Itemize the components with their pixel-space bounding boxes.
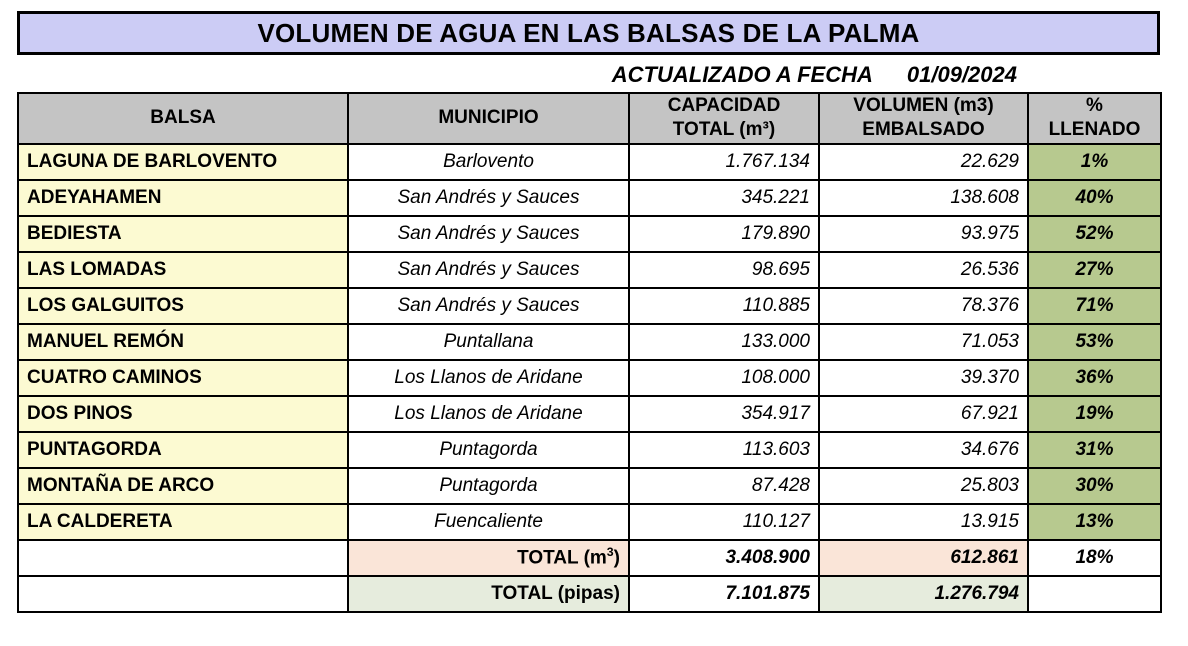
table-row xyxy=(18,396,1161,432)
total-porcentaje: 18% xyxy=(1028,540,1161,576)
cell-volumen-embalsado: 138.608 xyxy=(819,180,1028,216)
total-row-pipas xyxy=(18,576,1161,612)
cell-volumen-embalsado: 93.975 xyxy=(819,216,1028,252)
cell-volumen-embalsado: 13.915 xyxy=(819,504,1028,540)
cell-municipio: San Andrés y Sauces xyxy=(348,216,629,252)
table-row xyxy=(18,468,1161,504)
cell-volumen-embalsado: 39.370 xyxy=(819,360,1028,396)
table-row xyxy=(18,324,1161,360)
cell-municipio: Puntagorda xyxy=(348,468,629,504)
cell-municipio: San Andrés y Sauces xyxy=(348,252,629,288)
column-header-balsa: BALSA xyxy=(18,93,348,144)
total-label-pipas: TOTAL (pipas) xyxy=(348,576,629,612)
table-body xyxy=(18,144,1161,612)
cell-porcentaje-llenado: 13% xyxy=(1028,504,1161,540)
page-title: VOLUMEN DE AGUA EN LAS BALSAS DE LA PALMA xyxy=(257,17,920,48)
cell-municipio: San Andrés y Sauces xyxy=(348,180,629,216)
total-volumen-pipas: 1.276.794 xyxy=(819,576,1028,612)
cell-porcentaje-llenado: 40% xyxy=(1028,180,1161,216)
cell-balsa: PUNTAGORDA xyxy=(18,432,348,468)
cell-municipio: Puntagorda xyxy=(348,432,629,468)
cell-porcentaje-llenado: 52% xyxy=(1028,216,1161,252)
cell-municipio: Los Llanos de Aridane xyxy=(348,360,629,396)
subtitle-row xyxy=(17,59,1160,91)
cell-capacidad-total: 345.221 xyxy=(629,180,819,216)
total-capacidad-m3: 3.408.900 xyxy=(629,540,819,576)
cell-volumen-embalsado: 78.376 xyxy=(819,288,1028,324)
cell-capacidad-total: 98.695 xyxy=(629,252,819,288)
cell-balsa: MANUEL REMÓN xyxy=(18,324,348,360)
cell-volumen-embalsado: 26.536 xyxy=(819,252,1028,288)
table-row xyxy=(18,252,1161,288)
table-row xyxy=(18,432,1161,468)
cell-balsa: ADEYAHAMEN xyxy=(18,180,348,216)
reservoir-volume-table xyxy=(17,92,1162,613)
total-volumen-m3: 612.861 xyxy=(819,540,1028,576)
table-row xyxy=(18,360,1161,396)
cell-capacidad-total: 179.890 xyxy=(629,216,819,252)
cell-balsa: LOS GALGUITOS xyxy=(18,288,348,324)
cell-porcentaje-llenado: 71% xyxy=(1028,288,1161,324)
total-capacidad-pipas: 7.101.875 xyxy=(629,576,819,612)
cell-volumen-embalsado: 71.053 xyxy=(819,324,1028,360)
cell-porcentaje-llenado: 36% xyxy=(1028,360,1161,396)
table-row xyxy=(18,504,1161,540)
cell-porcentaje-llenado: 53% xyxy=(1028,324,1161,360)
cell-porcentaje-llenado: 27% xyxy=(1028,252,1161,288)
cell-capacidad-total: 1.767.134 xyxy=(629,144,819,180)
table-row xyxy=(18,144,1161,180)
cell-capacidad-total: 87.428 xyxy=(629,468,819,504)
cell-capacidad-total: 110.127 xyxy=(629,504,819,540)
total-label-m3: TOTAL $(m^3)$ xyxy=(348,540,629,576)
column-header-capacidad: CAPACIDAD TOTAL (m³) xyxy=(629,93,819,144)
table-row xyxy=(18,180,1161,216)
cell-volumen-embalsado: 22.629 xyxy=(819,144,1028,180)
spacer-cell xyxy=(18,576,348,612)
cell-volumen-embalsado: 34.676 xyxy=(819,432,1028,468)
table-header-row xyxy=(18,93,1161,144)
report-title-banner xyxy=(17,11,1160,55)
cell-porcentaje-llenado: 19% xyxy=(1028,396,1161,432)
cell-capacidad-total: 110.885 xyxy=(629,288,819,324)
cell-capacidad-total: 108.000 xyxy=(629,360,819,396)
cell-municipio: San Andrés y Sauces xyxy=(348,288,629,324)
spacer-cell xyxy=(1028,576,1161,612)
cell-capacidad-total: 354.917 xyxy=(629,396,819,432)
updated-label: ACTUALIZADO A FECHA xyxy=(611,62,873,87)
cell-municipio: Los Llanos de Aridane xyxy=(348,396,629,432)
cell-capacidad-total: 113.603 xyxy=(629,432,819,468)
cell-balsa: MONTAÑA DE ARCO xyxy=(18,468,348,504)
cell-balsa: BEDIESTA xyxy=(18,216,348,252)
cell-balsa: LAS LOMADAS xyxy=(18,252,348,288)
cell-porcentaje-llenado: 31% xyxy=(1028,432,1161,468)
updated-date: 01/09/2024 xyxy=(906,62,1017,87)
column-header-volumen: VOLUMEN (m3) EMBALSADO xyxy=(819,93,1028,144)
cell-porcentaje-llenado: 1% xyxy=(1028,144,1161,180)
total-row-m3 xyxy=(18,540,1161,576)
spacer-cell xyxy=(18,540,348,576)
cell-balsa: DOS PINOS xyxy=(18,396,348,432)
cell-municipio: Fuencaliente xyxy=(348,504,629,540)
cell-balsa: LA CALDERETA xyxy=(18,504,348,540)
column-header-porcentaje: % LLENADO xyxy=(1028,93,1161,144)
cell-volumen-embalsado: 67.921 xyxy=(819,396,1028,432)
cell-municipio: Barlovento xyxy=(348,144,629,180)
cell-municipio: Puntallana xyxy=(348,324,629,360)
cell-porcentaje-llenado: 30% xyxy=(1028,468,1161,504)
table-row xyxy=(18,288,1161,324)
column-header-municipio: MUNICIPIO xyxy=(348,93,629,144)
cell-balsa: LAGUNA DE BARLOVENTO xyxy=(18,144,348,180)
cell-capacidad-total: 133.000 xyxy=(629,324,819,360)
cell-balsa: CUATRO CAMINOS xyxy=(18,360,348,396)
table-row xyxy=(18,216,1161,252)
cell-volumen-embalsado: 25.803 xyxy=(819,468,1028,504)
